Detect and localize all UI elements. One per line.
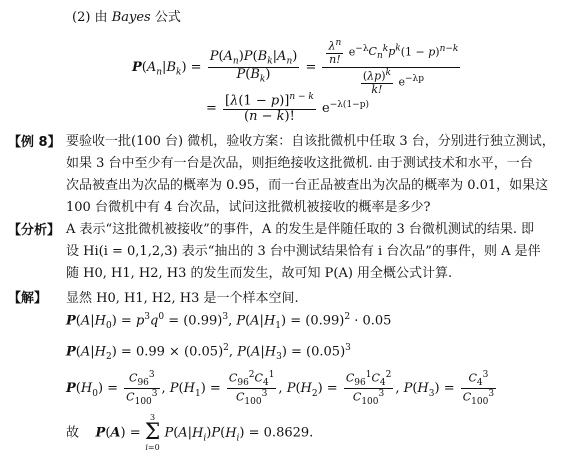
bayes-equation-line2: = $\frac{[\lambda(1 - p)]^{n - k}}{(n - k)!}$ $e^{-\lambda(1-p)}$ [206,92,369,125]
analysis-line: 设 Hi(i = 0,1,2,3) 表示“抽出的 3 台中测试结果恰有 i 台次品”的事件，则 A 是伴 [66,244,541,259]
final-value: = 0.8629. [248,425,314,441]
example-line: 如果 3 台中至少有一台是次品，则拒绝接收这批微机. 由于测试技术和水平，一台 [66,156,533,171]
example-line: 100 台微机中有 4 台次品，试问这批微机被接收的概率是多少? [66,200,431,215]
total-probability-line: 故 P(A) = 3 Σ i=0 $P(A|H_i)P(H_i) = 0.8629$. [66,413,314,452]
prior-prob-line: $P(H_0)$ = $\frac{C_{96}^3}{C_{100}^3}$ , $P(H_1)$ = $\frac{C_{96}^2C_4^1}{C_{100}^3}$ , $P(H_2)$ = $\frac{C_{96}^1C_4^2}{C_{100}^3}$ , $P(H_3)$ = $\frac{C_4^3}{C_{100}^3}$ [66,370,495,408]
example-line: 要验收一批(100 台) 微机，验收方案：自该批微机中任取 3 台，分别进行独立测试， [66,134,555,149]
analysis-text [66,219,561,285]
section-heading: (2) 由 Bayes 公式 [72,10,181,25]
example-line: 次品被查出为次品的概率为 0.95，而一台正品被查出为次品的概率为 0.01，如果这 [66,178,549,193]
bayes-equation: $P(A_n|B_k)$ = $\frac{P(A_n)P(B_k|A_n)}{P(B_k)}$ = $\frac{\lambda^n}{n!}$ $e^{-\lambda}C_n^kp^k(1 - p)^{n-k}$ $\frac{(\lambda p)^k}{k!}$ $e^{-\lambda p}$ [132,38,459,97]
conditional-prob-line-2: $P(A|H_2) = 0.99 \times (0.05)^2$, $P(A|H_3) = (0.05)^3$ [66,343,351,362]
analysis-line: 随 H0, H1, H2, H3 的发生而发生，故可知 P(A) 用全概公式计算. [66,266,453,281]
example-tag: 【例 8】 [8,135,61,150]
solution-intro: 显然 H0, H1, H2, H3 是一个样本空间. [66,291,299,306]
bayes-fraction-1: $\frac{P(A_n)P(B_k|A_n)}{P(B_k)}$ [209,49,298,85]
example-text [66,131,561,219]
analysis-tag: 【分析】 [8,223,61,238]
conditional-prob-line-1: $P(A|H_0) = p^3q^0 = (0.99)^3$, $P(A|H_1) = (0.99)^2 \cdot 0.05$ [66,312,392,331]
analysis-line: A 表示“这批微机被接收”的事件，A 的发生是伴随任取的 3 台微机测试的结果. 即 [66,222,535,237]
therefore-label: 故 [66,425,80,441]
bayes-fraction-2: $\frac{\lambda^n}{n!}$ $e^{-\lambda}C_n^kp^k(1 - p)^{n-k}$ $\frac{(\lambda p)^k}{k!}$ $e^{-\lambda p}$ [322,38,460,97]
solution-tag: 【解】 [8,291,48,306]
